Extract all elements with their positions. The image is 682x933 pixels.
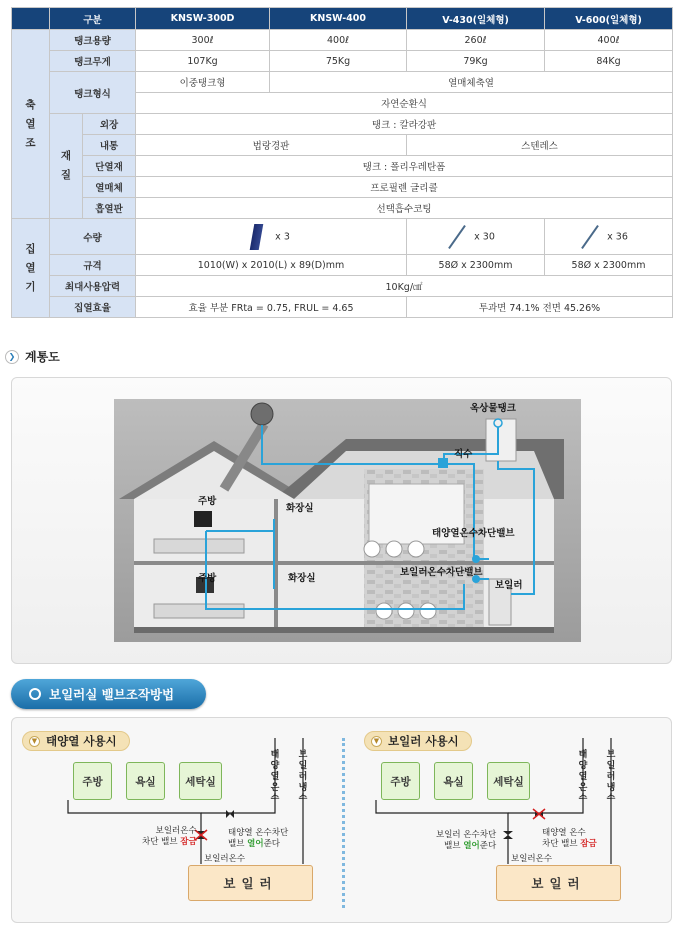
chevron-right-icon: ❯ [5, 350, 19, 364]
row-label-absorber: 흡열판 [83, 198, 136, 219]
cell: 84Kg [545, 51, 673, 72]
cell: 선택흡수코팅 [136, 198, 673, 219]
boiler-mode-label: ▼ 보일러 사용시 [364, 731, 472, 751]
row-label-insulation: 단열재 [83, 156, 136, 177]
cell: 프로필렌 글리콜 [136, 177, 673, 198]
spec-header-model-1: KNSW-300D [136, 8, 270, 30]
cell: 법랑경판 [136, 135, 407, 156]
cell: 400ℓ [545, 30, 673, 51]
cell: 260ℓ [407, 30, 545, 51]
group-material: 재 질 [50, 114, 83, 219]
label-kitchen-upper: 주방 [198, 496, 217, 507]
label-boiler-valve: 보일러온수차단밸브 [400, 567, 483, 578]
room-kitchen: 주방 [73, 762, 112, 800]
room-laundry: 세탁실 [179, 762, 222, 800]
vacuum-tube-icon [448, 224, 466, 248]
note-boiler-valve: 보일러온수 차단 밸브 잠금 [142, 826, 197, 847]
room-laundry: 세탁실 [487, 762, 530, 800]
cell: 열매체축열 [270, 72, 673, 93]
label-solar-valve: 태양열온수차단밸브 [432, 528, 515, 539]
row-label-tank-type: 탱크형식 [50, 72, 136, 114]
label-solar-hot-water: 태양열온수 [270, 750, 280, 804]
cell: 107Kg [136, 51, 270, 72]
cell: 58Ø x 2300mm [545, 255, 673, 276]
cell: 300ℓ [136, 30, 270, 51]
cell: 이중탱크형 [136, 72, 270, 93]
valve-operation-panel [11, 717, 672, 923]
label-kitchen-lower: 주방 [198, 573, 217, 584]
note-solar-valve: 태양열 온수 차단 밸브 잠금 [542, 828, 597, 849]
spec-header-model-2: KNSW-400 [270, 8, 407, 30]
valve-icon [503, 831, 513, 839]
solar-mode-label: ▼ 태양열 사용시 [22, 731, 130, 751]
section-heading-system [5, 348, 60, 365]
cell: 75Kg [270, 51, 407, 72]
valve-icon [226, 810, 234, 818]
row-label-inner-tank: 내통 [83, 135, 136, 156]
row-label-efficiency: 집열효율 [50, 297, 136, 318]
spec-header-empty [12, 8, 50, 30]
row-label-exterior: 외장 [83, 114, 136, 135]
cell: 자연순환식 [136, 93, 673, 114]
cell-quantity-flat: x 3 [136, 219, 407, 255]
cell: 58Ø x 2300mm [407, 255, 545, 276]
cell: 400ℓ [270, 30, 407, 51]
row-label-max-pressure: 최대사용압력 [50, 276, 136, 297]
flat-panel-icon [250, 224, 264, 250]
boiler-box: 보일러 [188, 865, 313, 901]
label-boiler-cold-water: 보일러냉수 [298, 750, 308, 804]
note-boiler-valve: 보일러 온수차단 밸브 열어준다 [436, 830, 497, 851]
cell: 탱크 : 칼라강판 [136, 114, 673, 135]
cell-quantity-tube-1: x 30 [407, 219, 545, 255]
cell: 스텐레스 [407, 135, 673, 156]
cell: 10Kg/㎠ [136, 276, 673, 297]
room-bathroom: 욕실 [126, 762, 165, 800]
cell: 탱크 : 폴리우레탄폼 [136, 156, 673, 177]
room-bathroom: 욕실 [434, 762, 473, 800]
row-label-spec: 규격 [50, 255, 136, 276]
label-solar-hot-water: 태양열온수 [578, 750, 588, 804]
label-bathroom-upper: 화장실 [286, 503, 314, 514]
row-label-tank-capacity: 탱크용량 [50, 30, 136, 51]
cell: 투과면 74.1% 전면 45.26% [407, 297, 673, 318]
system-diagram-panel [11, 377, 672, 664]
vacuum-tube-icon [581, 224, 599, 248]
room-kitchen: 주방 [381, 762, 420, 800]
group-storage-tank: 축 열 조 [12, 30, 50, 219]
label-boiler-hot-water: 보일러온수 [204, 854, 246, 864]
row-label-tank-weight: 탱크무게 [50, 51, 136, 72]
spec-header-model-4: V-600(일체형) [545, 8, 673, 30]
spec-header-model-3: V-430(일체형) [407, 8, 545, 30]
label-boiler-cold-water: 보일러냉수 [606, 750, 616, 804]
spec-header-category: 구분 [50, 8, 136, 30]
circle-icon [29, 688, 41, 700]
cell: 79Kg [407, 51, 545, 72]
row-label-quantity: 수량 [50, 219, 136, 255]
boiler-box: 보일러 [496, 865, 621, 901]
label-roof-tank: 옥상물탱크 [470, 403, 516, 414]
cell-quantity-tube-2: x 36 [545, 219, 673, 255]
label-direct-water: 직수 [454, 449, 473, 460]
cell: 1010(W) x 2010(L) x 89(D)mm [136, 255, 407, 276]
label-boiler-hot-water: 보일러온수 [511, 854, 553, 864]
note-solar-valve: 태양열 온수차단 밸브 열어준다 [228, 828, 289, 849]
chevron-down-icon: ▼ [29, 736, 40, 747]
valve-guide-title: 보일러실 밸브조작방법 [11, 679, 206, 709]
section-title: 계통도 [25, 350, 60, 364]
chevron-down-icon: ▼ [371, 736, 382, 747]
dotted-divider [342, 738, 345, 908]
spec-table [11, 7, 673, 318]
label-bathroom-lower: 화장실 [288, 573, 316, 584]
house-cutaway-illustration [114, 399, 581, 642]
label-boiler: 보일러 [495, 580, 523, 591]
cell: 효율 부분 FRta = 0.75, FRUL = 4.65 [136, 297, 407, 318]
group-collector: 집 열 기 [12, 219, 50, 318]
row-label-heat-medium: 열매체 [83, 177, 136, 198]
